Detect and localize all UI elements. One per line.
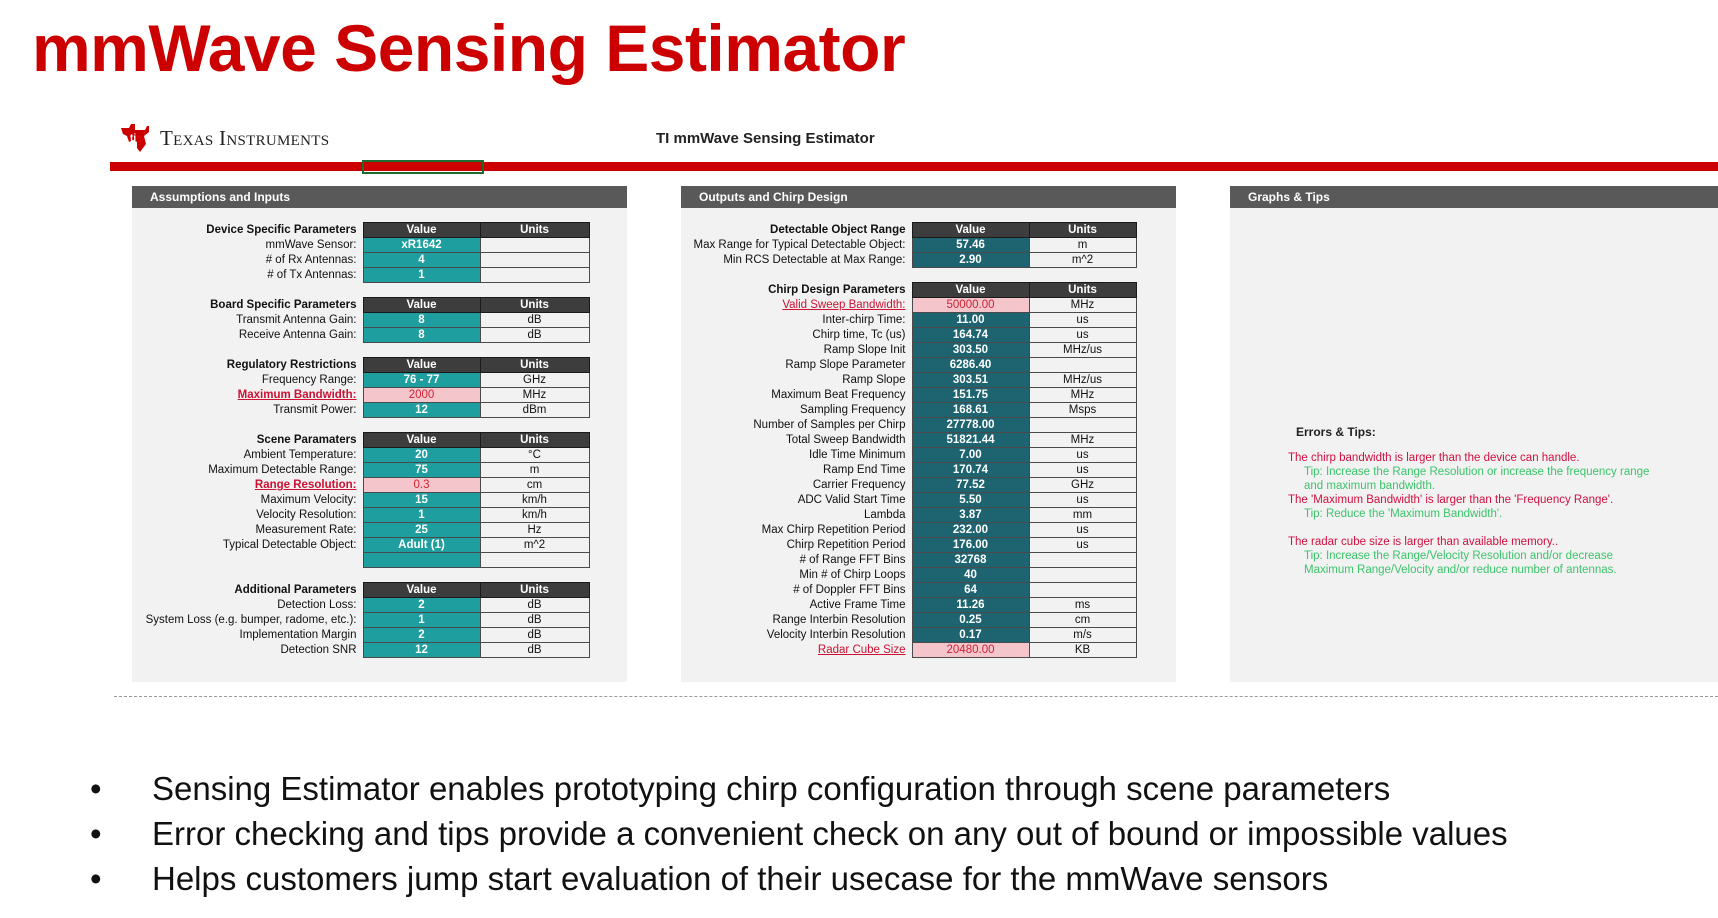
- parameter-row: [681, 538, 1136, 553]
- panel-assumptions-inputs: [132, 186, 627, 682]
- parameter-value[interactable]: 12: [363, 643, 480, 658]
- parameter-units: us: [1029, 523, 1136, 538]
- parameter-units: [1029, 418, 1136, 433]
- parameter-label: Total Sweep Bandwidth: [785, 434, 906, 446]
- parameter-value[interactable]: 0.3: [363, 478, 480, 493]
- parameter-row: [681, 238, 1136, 253]
- panel-outputs-title: Outputs and Chirp Design: [681, 186, 1176, 208]
- parameter-units: [480, 268, 589, 283]
- parameter-units: MHz: [1029, 298, 1136, 313]
- section-header: [132, 583, 589, 598]
- section-spacer: [132, 283, 589, 298]
- parameter-label: Chirp Repetition Period: [786, 539, 906, 551]
- error-message: The chirp bandwidth is larger than the device can handle.: [1288, 452, 1580, 464]
- parameter-units: dB: [480, 643, 589, 658]
- app-title: TI mmWave Sensing Estimator: [656, 130, 875, 147]
- parameter-value: 7.00: [912, 448, 1029, 463]
- message-gap: [1288, 521, 1688, 535]
- parameter-units: MHz: [480, 388, 589, 403]
- section-spacer: [132, 568, 589, 583]
- parameter-value[interactable]: 20: [363, 448, 480, 463]
- parameter-value[interactable]: 2000: [363, 388, 480, 403]
- parameter-row: [132, 238, 589, 253]
- value-column-header: Value: [363, 298, 480, 313]
- value-column-header: Value: [912, 283, 1029, 298]
- parameter-row: [132, 508, 589, 523]
- parameter-value: 50000.00: [912, 298, 1029, 313]
- units-column-header: Units: [1029, 223, 1136, 238]
- bullet-marker: •: [90, 770, 102, 807]
- parameter-value: 164.74: [912, 328, 1029, 343]
- parameter-row: [681, 598, 1136, 613]
- parameter-value[interactable]: 12: [363, 403, 480, 418]
- parameter-row: [132, 373, 589, 388]
- parameter-label: Min # of Chirp Loops: [799, 569, 906, 581]
- units-column-header: Units: [480, 583, 589, 598]
- parameter-row: [681, 418, 1136, 433]
- parameter-row: [132, 388, 589, 403]
- section-spacer: [681, 268, 1136, 283]
- value-column-header: Value: [912, 223, 1029, 238]
- parameter-row: [132, 643, 589, 658]
- ti-logo: [118, 122, 329, 154]
- parameter-label: Active Frame Time: [809, 599, 906, 611]
- parameter-label: Receive Antenna Gain:: [238, 329, 357, 341]
- parameter-units: GHz: [1029, 478, 1136, 493]
- panel-graphs-title: Graphs & Tips: [1230, 186, 1718, 208]
- parameter-row: [132, 463, 589, 478]
- parameter-value: 303.50: [912, 343, 1029, 358]
- parameter-units: us: [1029, 538, 1136, 553]
- parameter-row: [132, 313, 589, 328]
- parameter-label: # of Rx Antennas:: [265, 254, 357, 266]
- value-column-header: Value: [363, 358, 480, 373]
- parameter-value: 0.17: [912, 628, 1029, 643]
- spacer-cell: [132, 418, 589, 433]
- parameter-row: [681, 478, 1136, 493]
- parameter-value: 6286.40: [912, 358, 1029, 373]
- parameter-row: [132, 328, 589, 343]
- parameter-label: Number of Samples per Chirp: [753, 419, 906, 431]
- units-column-header: Units: [480, 358, 589, 373]
- section-heading: Chirp Design Parameters: [768, 284, 906, 296]
- parameter-value: 168.61: [912, 403, 1029, 418]
- parameter-label: Sampling Frequency: [800, 404, 906, 416]
- parameter-value[interactable]: 75: [363, 463, 480, 478]
- parameter-row: [681, 643, 1136, 658]
- panel-outputs-chirp: [681, 186, 1176, 682]
- units-column-header: Units: [480, 298, 589, 313]
- parameter-label: Transmit Power:: [273, 404, 357, 416]
- section-heading: Additional Parameters: [234, 584, 357, 596]
- ti-logo-icon: [118, 122, 152, 154]
- parameter-label: Ramp Slope Parameter: [785, 359, 906, 371]
- section-header: [132, 223, 589, 238]
- parameter-row: [132, 493, 589, 508]
- parameter-row: [681, 343, 1136, 358]
- parameter-units: us: [1029, 493, 1136, 508]
- section-spacer: [132, 343, 589, 358]
- parameter-units: GHz: [480, 373, 589, 388]
- parameter-value: 2.90: [912, 253, 1029, 268]
- section-heading: Regulatory Restrictions: [226, 359, 357, 371]
- parameter-row: [132, 253, 589, 268]
- bullet-text: Error checking and tips provide a convenient check on any out of bound or impossible values: [152, 815, 1508, 852]
- parameter-row: [681, 313, 1136, 328]
- parameter-units: km/h: [480, 493, 589, 508]
- parameter-label: Carrier Frequency: [812, 479, 906, 491]
- parameter-units: m: [1029, 238, 1136, 253]
- parameter-units: Msps: [1029, 403, 1136, 418]
- parameter-units: °C: [480, 448, 589, 463]
- parameter-label: Ramp Slope: [842, 374, 906, 386]
- parameter-value[interactable]: 8: [363, 328, 480, 343]
- parameter-label: Inter-chirp Time:: [822, 314, 906, 326]
- svg-text:ti: ti: [130, 133, 137, 144]
- parameter-row: [681, 628, 1136, 643]
- parameter-units: cm: [1029, 613, 1136, 628]
- section-spacer: [132, 418, 589, 433]
- parameter-units: [480, 253, 589, 268]
- parameter-label: Detection SNR: [280, 644, 357, 656]
- header-divider: [110, 162, 1718, 171]
- units-column-header: Units: [480, 223, 589, 238]
- parameter-units: us: [1029, 313, 1136, 328]
- ti-header: [118, 120, 1718, 160]
- parameter-units: us: [1029, 463, 1136, 478]
- parameter-row: [132, 538, 589, 553]
- parameter-label: Valid Sweep Bandwidth:: [782, 299, 906, 311]
- parameter-units: cm: [480, 478, 589, 493]
- parameter-units: MHz: [1029, 388, 1136, 403]
- parameter-value[interactable]: 76 - 77: [363, 373, 480, 388]
- parameter-value[interactable]: 1: [363, 613, 480, 628]
- parameter-value[interactable]: 4: [363, 253, 480, 268]
- parameter-value: 176.00: [912, 538, 1029, 553]
- parameter-row: [132, 448, 589, 463]
- parameter-value: 57.46: [912, 238, 1029, 253]
- parameter-units: MHz/us: [1029, 343, 1136, 358]
- parameter-label: Max Range for Typical Detectable Object:: [693, 239, 906, 251]
- parameter-label: # of Doppler FFT Bins: [793, 584, 906, 596]
- parameter-units: Hz: [480, 523, 589, 538]
- parameter-units: dB: [480, 613, 589, 628]
- bullet-item: [86, 766, 1508, 811]
- parameter-units: MHz: [1029, 433, 1136, 448]
- bullet-text: Sensing Estimator enables prototyping chirp configuration through scene parameters: [152, 770, 1391, 807]
- parameter-row: [681, 328, 1136, 343]
- parameter-value: 3.87: [912, 508, 1029, 523]
- parameter-units: [1029, 553, 1136, 568]
- bullet-list: [86, 766, 1508, 901]
- parameter-label: Maximum Bandwidth:: [237, 389, 357, 401]
- parameter-label: Min RCS Detectable at Max Range:: [723, 254, 906, 266]
- parameter-units: km/h: [480, 508, 589, 523]
- parameter-row: [681, 388, 1136, 403]
- parameter-label: Chirp time, Tc (us): [812, 329, 906, 341]
- parameter-units: us: [1029, 328, 1136, 343]
- parameter-row: [681, 253, 1136, 268]
- outputs-table: [681, 222, 1137, 658]
- parameter-units: ms: [1029, 598, 1136, 613]
- parameter-label: System Loss (e.g. bumper, radome, etc.):: [145, 614, 357, 626]
- parameter-row: [681, 298, 1136, 313]
- parameter-value: 64: [912, 583, 1029, 598]
- tip-message: and maximum bandwidth.: [1304, 480, 1436, 492]
- parameter-row: [681, 448, 1136, 463]
- parameter-label: mmWave Sensor:: [265, 239, 357, 251]
- spacer-cell: [132, 568, 589, 583]
- parameter-label: Typical Detectable Object:: [222, 539, 357, 551]
- parameter-units: [480, 238, 589, 253]
- section-heading: Scene Paramaters: [256, 434, 357, 446]
- parameter-value[interactable]: 2: [363, 598, 480, 613]
- parameter-value[interactable]: 8: [363, 313, 480, 328]
- section-header: [132, 298, 589, 313]
- parameter-row: [132, 268, 589, 283]
- errors-tips-title: Errors & Tips:: [1296, 425, 1376, 439]
- error-message: The radar cube size is larger than available memory..: [1288, 536, 1559, 548]
- panel-assumptions-title: Assumptions and Inputs: [132, 186, 627, 208]
- parameter-units: dBm: [480, 403, 589, 418]
- dashed-divider: [114, 696, 1718, 697]
- parameter-value[interactable]: 1: [363, 508, 480, 523]
- parameter-label: Implementation Margin: [239, 629, 357, 641]
- spacer-cell: [681, 268, 1136, 283]
- parameter-label: # of Range FFT Bins: [799, 554, 906, 566]
- value-column-header: Value: [363, 583, 480, 598]
- parameter-label: Frequency Range:: [261, 374, 357, 386]
- parameter-value: 170.74: [912, 463, 1029, 478]
- parameter-label: Measurement Rate:: [255, 524, 357, 536]
- parameter-row: [681, 553, 1136, 568]
- parameter-value[interactable]: [363, 553, 480, 568]
- parameter-row: [681, 403, 1136, 418]
- parameter-label: Lambda: [863, 509, 906, 521]
- parameter-label: Maximum Beat Frequency: [771, 389, 906, 401]
- parameter-row: [132, 478, 589, 493]
- parameter-value: 11.26: [912, 598, 1029, 613]
- parameter-row: [681, 493, 1136, 508]
- parameter-units: m: [480, 463, 589, 478]
- value-column-header: Value: [363, 433, 480, 448]
- parameter-label: Velocity Interbin Resolution: [766, 629, 906, 641]
- value-column-header: Value: [363, 223, 480, 238]
- parameter-value: 232.00: [912, 523, 1029, 538]
- section-heading: Detectable Object Range: [770, 224, 906, 236]
- parameter-units: m/s: [1029, 628, 1136, 643]
- error-message: The 'Maximum Bandwidth' is larger than the 'Frequency Range'.: [1288, 494, 1614, 506]
- parameter-value[interactable]: xR1642: [363, 238, 480, 253]
- bullet-marker: •: [90, 815, 102, 852]
- parameter-row: [681, 583, 1136, 598]
- parameter-units: KB: [1029, 643, 1136, 658]
- tip-message: Maximum Range/Velocity and/or reduce number of antennas.: [1304, 564, 1617, 576]
- parameter-label: Ramp End Time: [823, 464, 906, 476]
- parameter-units: dB: [480, 328, 589, 343]
- parameter-units: mm: [1029, 508, 1136, 523]
- errors-tips-box: [1288, 425, 1688, 577]
- section-heading: Board Specific Parameters: [210, 299, 357, 311]
- bullet-marker: •: [90, 860, 102, 897]
- bullet-text: Helps customers jump start evaluation of their usecase for the mmWave sensors: [152, 860, 1329, 897]
- parameter-label: Radar Cube Size: [817, 644, 906, 656]
- parameter-value: 51821.44: [912, 433, 1029, 448]
- parameter-value: 20480.00: [912, 643, 1029, 658]
- parameter-label: Detection Loss:: [277, 599, 357, 611]
- tip-message: Tip: Increase the Range/Velocity Resolution and/or decrease: [1304, 550, 1613, 562]
- parameter-value[interactable]: Adult (1): [363, 538, 480, 553]
- parameter-row: [132, 523, 589, 538]
- parameter-row: [681, 508, 1136, 523]
- parameter-units: us: [1029, 448, 1136, 463]
- parameter-value[interactable]: 2: [363, 628, 480, 643]
- parameter-row: [132, 598, 589, 613]
- parameter-value: 5.50: [912, 493, 1029, 508]
- parameter-label: Idle Time Minimum: [809, 449, 906, 461]
- parameter-units: m^2: [480, 538, 589, 553]
- section-header: [681, 283, 1136, 298]
- units-column-header: Units: [480, 433, 589, 448]
- parameter-row: [681, 373, 1136, 388]
- parameter-label: Ramp Slope Init: [823, 344, 906, 356]
- section-header: [132, 358, 589, 373]
- parameter-value: 151.75: [912, 388, 1029, 403]
- tip-message: Tip: Reduce the 'Maximum Bandwidth'.: [1304, 508, 1503, 520]
- parameter-label: Range Interbin Resolution: [772, 614, 906, 626]
- parameter-row: [681, 358, 1136, 373]
- parameter-row: [681, 613, 1136, 628]
- ti-wordmark: Texas Instruments: [160, 125, 330, 150]
- parameter-units: [480, 553, 589, 568]
- parameter-units: m^2: [1029, 253, 1136, 268]
- parameter-row: [132, 553, 589, 568]
- parameter-units: MHz/us: [1029, 373, 1136, 388]
- parameter-value: 11.00: [912, 313, 1029, 328]
- parameter-value[interactable]: 15: [363, 493, 480, 508]
- parameter-value[interactable]: 1: [363, 268, 480, 283]
- units-column-header: Units: [1029, 283, 1136, 298]
- parameter-label: Velocity Resolution:: [256, 509, 357, 521]
- parameter-row: [132, 628, 589, 643]
- assumptions-table: [132, 222, 590, 658]
- parameter-label: Maximum Velocity:: [260, 494, 357, 506]
- parameter-units: dB: [480, 313, 589, 328]
- selected-cell-outline[interactable]: [362, 160, 484, 174]
- parameter-row: [681, 463, 1136, 478]
- bullet-item: [86, 811, 1508, 856]
- parameter-units: [1029, 568, 1136, 583]
- parameter-units: dB: [480, 598, 589, 613]
- parameter-label: Max Chirp Repetition Period: [761, 524, 906, 536]
- parameter-value: 40: [912, 568, 1029, 583]
- parameter-value: 27778.00: [912, 418, 1029, 433]
- parameter-label: Ambient Temperature:: [243, 449, 357, 461]
- parameter-units: [1029, 583, 1136, 598]
- parameter-value: 32768: [912, 553, 1029, 568]
- section-header: [681, 223, 1136, 238]
- tip-message: Tip: Increase the Range Resolution or increase the frequency range: [1304, 466, 1650, 478]
- parameter-label: Transmit Antenna Gain:: [236, 314, 357, 326]
- parameter-label: [132, 553, 363, 568]
- parameter-label: Maximum Detectable Range:: [208, 464, 357, 476]
- parameter-label: ADC Valid Start Time: [797, 494, 906, 506]
- parameter-units: [1029, 358, 1136, 373]
- slide-title: mmWave Sensing Estimator: [32, 11, 906, 85]
- parameter-value: 0.25: [912, 613, 1029, 628]
- parameter-row: [681, 433, 1136, 448]
- parameter-value[interactable]: 25: [363, 523, 480, 538]
- parameter-row: [681, 523, 1136, 538]
- section-heading: Device Specific Parameters: [206, 224, 357, 236]
- parameter-label: # of Tx Antennas:: [267, 269, 357, 281]
- bullet-item: [86, 856, 1508, 901]
- parameter-row: [132, 403, 589, 418]
- section-header: [132, 433, 589, 448]
- parameter-value: 303.51: [912, 373, 1029, 388]
- parameter-units: dB: [480, 628, 589, 643]
- parameter-row: [681, 568, 1136, 583]
- spacer-cell: [132, 283, 589, 298]
- parameter-value: 77.52: [912, 478, 1029, 493]
- parameter-row: [132, 613, 589, 628]
- parameter-label: Range Resolution:: [254, 479, 357, 491]
- spacer-cell: [132, 343, 589, 358]
